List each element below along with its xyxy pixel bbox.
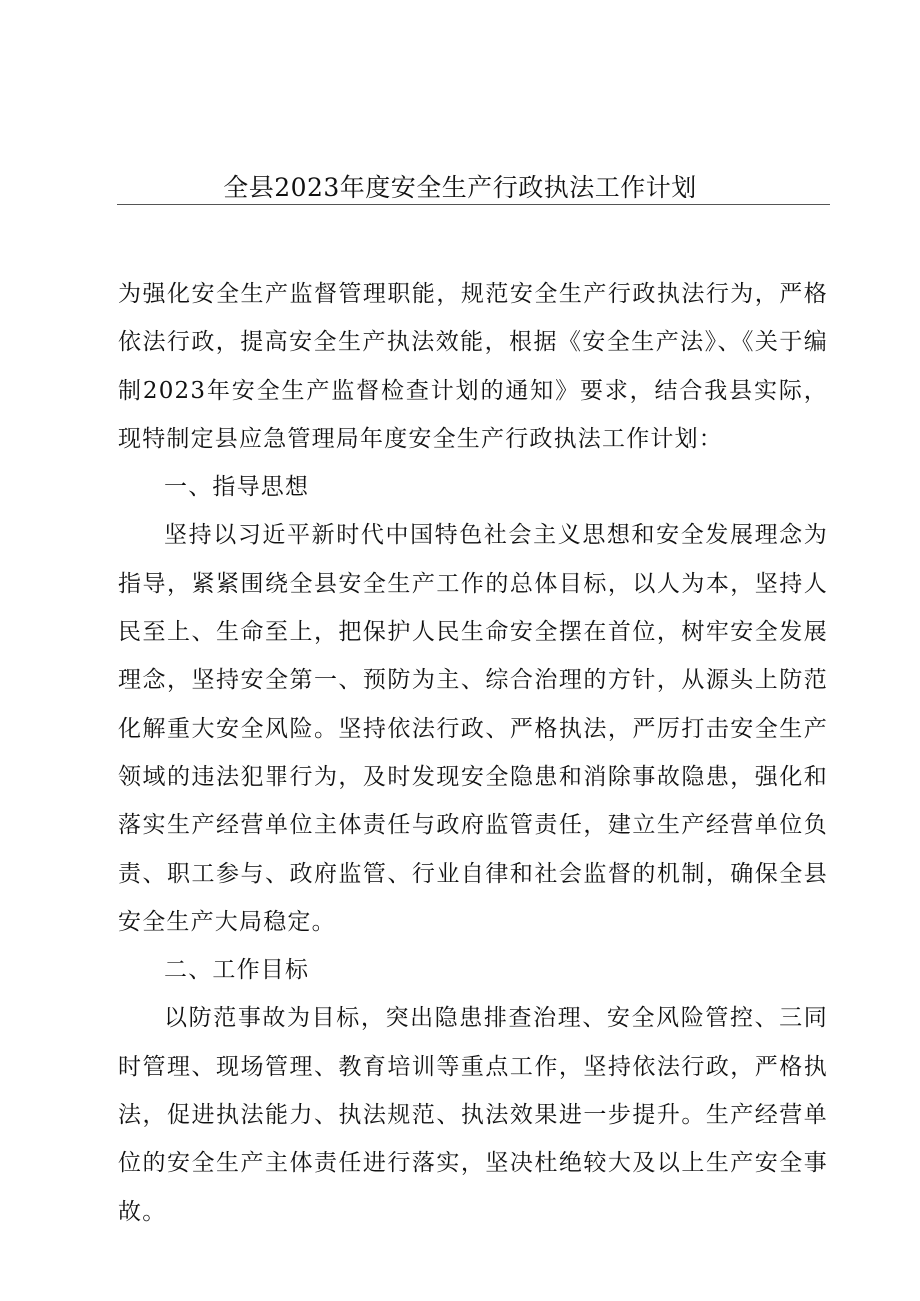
section-body-work-goals: 以防范事故为目标，突出隐患排查治理、安全风险管控、三同时管理、现场管理、教育培训等重点工作，坚持依法行政，严格执法，促进执法能力、执法规范、执法效果进一步提升。生产经营单位的安全生产主体责任进行落实，坚决杜绝较大及以上生产安全事故。 [118, 1005, 828, 1225]
section-body-guiding-ideology: 坚持以习近平新时代中国特色社会主义思想和安全发展理念为指导，紧紧围绕全县安全生产工作的总体目标，以人为本，坚持人民至上、生命至上，把保护人民生命安全摆在首位，树牢安全发展理念，坚持安全第一、预防为主、综合治理的方针，从源头上防范化解重大安全风险。坚持依法行政、严格执法，严厉打击安全生产领域的违法犯罪行为，及时发现安全隐患和消除事故隐患，强化和落实生产经营单位主体责任与政府监管责任，建立生产经营单位负责、职工参与、政府监管、行业自律和社会监督的机制，确保全县安全生产大局稳定。 [118, 522, 828, 935]
title-underline [117, 204, 830, 205]
intro-paragraph: 为强化安全生产监督管理职能，规范安全生产行政执法行为，严格依法行政，提高安全生产执法效能，根据《安全生产法》、《关于编制2023年安全生产监督检查计划的通知》要求，结合我县实际，现特制定县应急管理局年度安全生产行政执法工作计划： [118, 281, 828, 452]
document-body [118, 270, 828, 1236]
section-heading-work-goals: 二、工作目标 [164, 957, 310, 984]
document-title: 全县2023年度安全生产行政执法工作计划 [223, 173, 697, 202]
section-heading-guiding-ideology: 一、指导思想 [164, 474, 310, 501]
